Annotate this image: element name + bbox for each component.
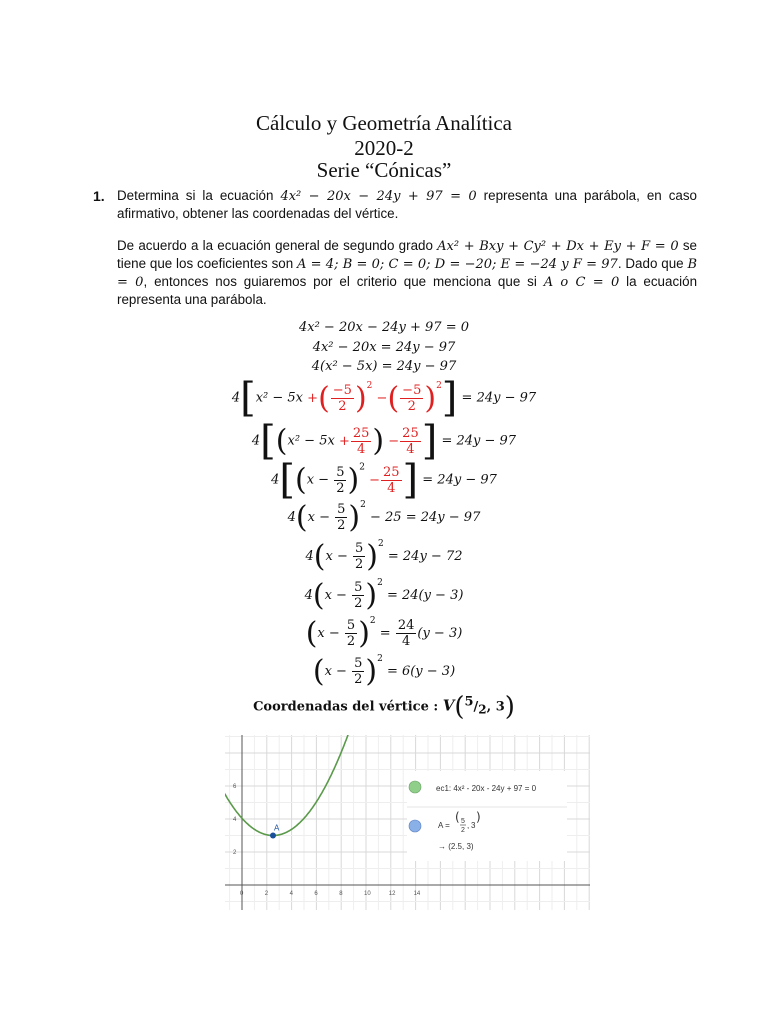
- step-8: 4(x − $\frac{5}{2}$ )$^2$ = 24y − 72: [305, 539, 463, 574]
- step-7: 4(x − $\frac{5}{2}$ )$^2$ − 25 = 24y − 97: [287, 500, 481, 535]
- geogebra-graph: [225, 735, 590, 910]
- algebra-a-den: 2: [461, 827, 465, 834]
- problem-explanation: De acuerdo a la ecuación general de segundo grado Ax² + Bxy + Cy² + Dx + Ey + F = 0 se tiene que los coeficientes son A = 4; B = 0; C = 0; D = −20; E = −24 y F = 97. Dado que B = 0, entonces nos guiaremos por el criterio que menciona que si A o C = 0 la ecuación representa una parábola.: [117, 238, 698, 307]
- vertex-coordinates: Coordenadas del vértice : V(5/2, 3): [253, 692, 515, 722]
- x-tick-label: 2: [264, 891, 269, 897]
- x-tick-label: 12: [388, 891, 396, 897]
- algebra-a-comma: ,: [467, 821, 470, 830]
- x-tick-label: 10: [364, 891, 371, 897]
- y-tick-label: 6: [233, 784, 237, 790]
- x-tick-label: 8: [339, 891, 343, 897]
- document-title: Cálculo y Geometría Analítica: [256, 111, 512, 135]
- algebra-a-paren-open: (: [455, 810, 460, 824]
- step-10: (x − $\frac{5}{2}$ )$^2$ = $\frac{24}{4}$ (y − 3): [305, 616, 463, 651]
- step-6: 4[(x − $\frac{5}{2}$ )$^2$ − $\frac{25}{4}$ ] = 24y − 97: [271, 457, 497, 503]
- step-2: 4x² − 20x = 24y − 97: [312, 340, 456, 355]
- algebra-equation: ec1: 4x² - 20x - 24y + 97 = 0: [436, 784, 537, 793]
- step-3: 4(x² − 5x) = 24y − 97: [311, 359, 457, 374]
- step-4: 4[x² − 5x +( $\frac{-5}{2}$ )$^2$ −( $\frac{-5}{2}$ )$^2$] = 24y − 97: [231, 375, 537, 421]
- algebra-result: → (2.5, 3): [438, 842, 474, 851]
- visibility-toggle-ec1[interactable]: [409, 781, 421, 793]
- document-period: 2020-2: [354, 136, 414, 160]
- document-series: Serie “Cónicas”: [316, 158, 452, 182]
- step-5: 4[(x² − 5x + $\frac{25}{4}$ ) − $\frac{25}{4}$ ] = 24y − 97: [251, 418, 517, 464]
- x-tick-label: 4: [289, 891, 293, 897]
- step-1: 4x² − 20x − 24y + 97 = 0: [298, 320, 469, 335]
- y-tick-label: 2: [233, 850, 237, 856]
- problem-statement: Determina si la ecuación 4x² − 20x − 24y + 97 = 0 representa una parábola, en caso afirmativo, obtener las coordenadas del vértice.: [117, 188, 698, 221]
- x-tick-label: 6: [314, 891, 318, 897]
- algebra-a-y: 3: [471, 821, 476, 830]
- visibility-toggle-a[interactable]: [409, 820, 421, 832]
- point-a-label: A: [274, 823, 280, 833]
- vertex-point-a: [270, 833, 276, 839]
- x-tick-label: 14: [413, 891, 421, 897]
- problem-number: 1.: [93, 188, 105, 204]
- x-tick-label: 0: [240, 891, 244, 897]
- y-tick-label: 4: [233, 817, 237, 823]
- algebra-a-num: 5: [461, 818, 465, 825]
- step-9: 4(x − $\frac{5}{2}$ )$^2$ = 24(y − 3): [304, 578, 464, 613]
- algebra-a-paren-close: ): [476, 810, 481, 824]
- algebra-a-lhs: A =: [438, 821, 450, 830]
- step-11: (x − $\frac{5}{2}$ )$^2$ = 6(y − 3): [312, 654, 456, 689]
